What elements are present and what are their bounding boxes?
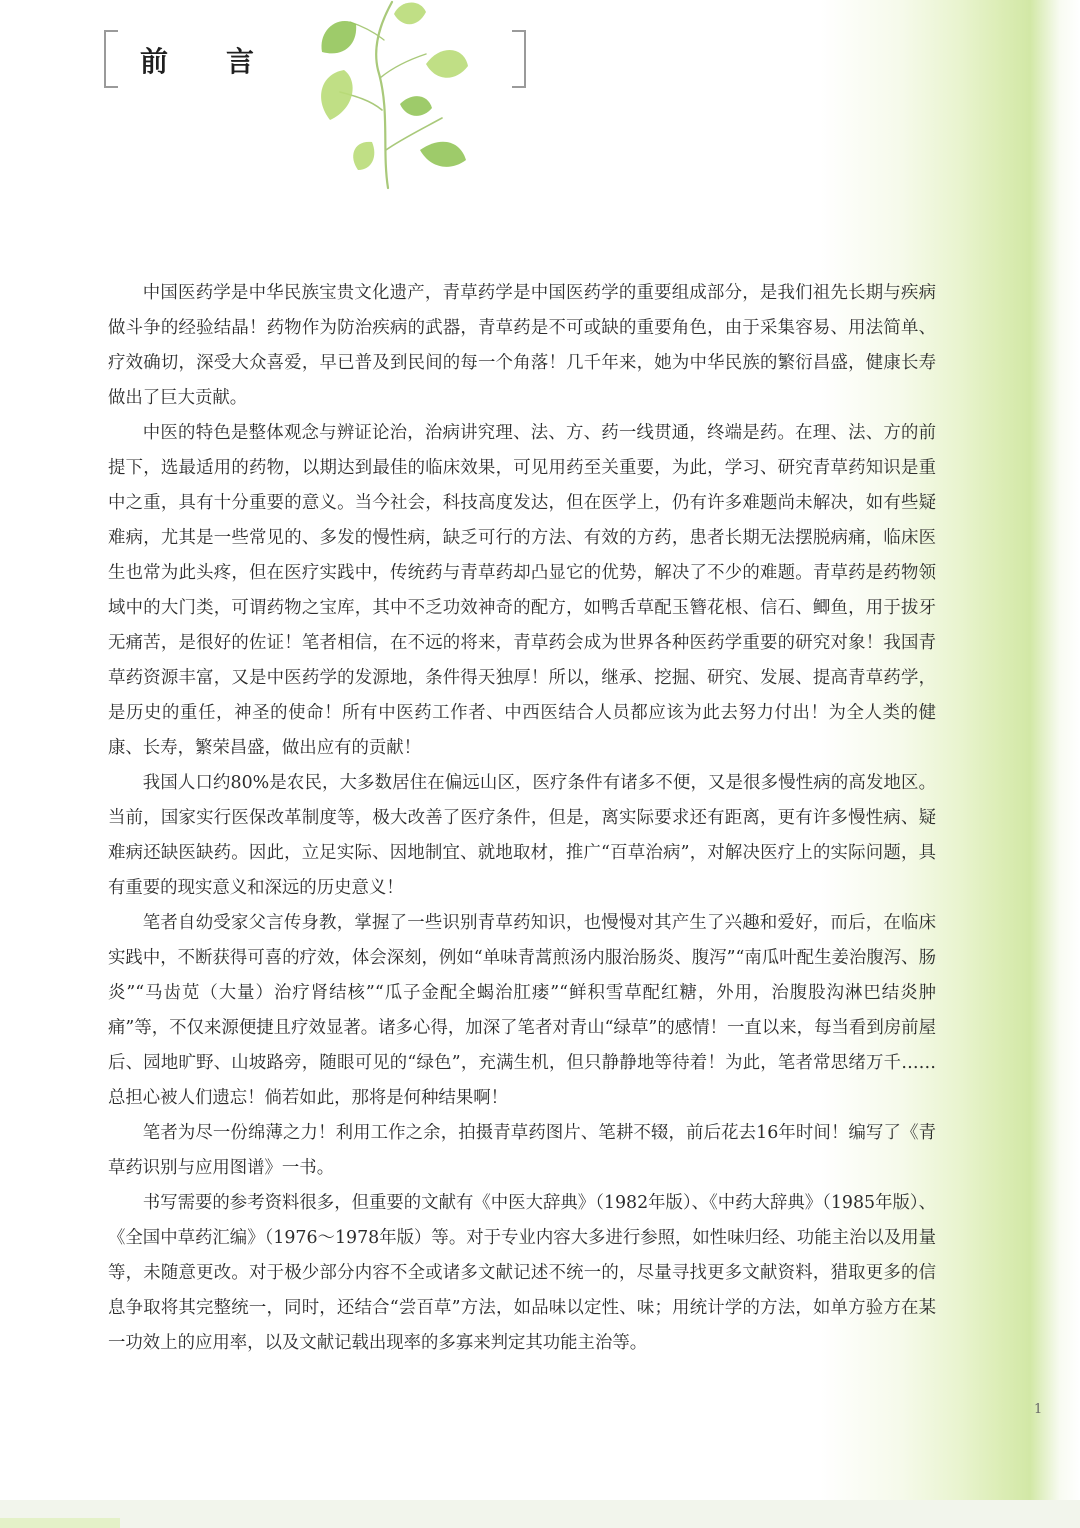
preface-body	[108, 276, 936, 1361]
paragraph-6: 书写需要的参考资料很多，但重要的文献有《中医大辞典》（1982年版）、《中药大辞典》（1985年版）、《全国中草药汇编》（1976～1978年版）等。对于专业内容大多进行参照，如性味归经、功能主治以及用量等，未随意更改。对于极少部分内容不全或诸多文献记述不统一的，尽量寻找更多文献资料，猎取更多的信息争取将其完整统一，同时，还结合“尝百草”方法，如品味以定性、味；用统计学的方法，如单方验方在某一功效上的应用率，以及文献记载出现率的多寡来判定其功能主治等。	[108, 1193, 936, 1353]
paragraph-3: 我国人口约80%是农民，大多数居住在偏远山区，医疗条件有诸多不便，又是很多慢性病的高发地区。当前，国家实行医保改革制度等，极大改善了医疗条件，但是，离实际要求还有距离，更有许多慢性病、疑难病还缺医缺药。因此，立足实际、因地制宜、就地取材，推广“百草治病”，对解决医疗上的实际问题，具有重要的现实意义和深远的历史意义！	[108, 773, 936, 898]
paragraph-2: 中医的特色是整体观念与辨证论治，治病讲究理、法、方、药一线贯通，终端是药。在理、法、方的前提下，选最适用的药物，以期达到最佳的临床效果，可见用药至关重要，为此，学习、研究青草药知识是重中之重，具有十分重要的意义。当今社会，科技高度发达，但在医学上，仍有许多难题尚未解决，如有些疑难病，尤其是一些常见的、多发的慢性病，缺乏可行的方法、有效的方药，患者长期无法摆脱病痛，临床医生也常为此头疼，但在医疗实践中，传统药与青草药却凸显它的优势，解决了不少的难题。青草药是药物领域中的大门类，可谓药物之宝库，其中不乏功效神奇的配方，如鸭舌草配玉簪花根、信石、鲫鱼，用于拔牙无痛苦，是很好的佐证！笔者相信，在不远的将来，青草药会成为世界各种医药学重要的研究对象！我国青草药资源丰富，又是中医药学的发源地，条件得天独厚！所以，继承、挖掘、研究、发展、提高青草药学，是历史的重任，神圣的使命！所有中医药工作者、中西医结合人员都应该为此去努力付出！为全人类的健康、长寿，繁荣昌盛，做出应有的贡献！	[108, 423, 936, 758]
plant-sprout-illustration	[300, 0, 470, 190]
page-bottom-accent	[0, 1518, 120, 1528]
page-number: 1	[1034, 1402, 1043, 1417]
heading-frame	[104, 30, 526, 86]
paragraph-4: 笔者自幼受家父言传身教，掌握了一些识别青草药知识，也慢慢对其产生了兴趣和爱好，而后，在临床实践中，不断获得可喜的疗效，体会深刻，例如“单味青蒿煎汤内服治肠炎、腹泻”“南瓜叶配生姜治腹泻、肠炎”“马齿苋（大量）治疗肾结核”“瓜子金配全蝎治肛瘘”“鲜积雪草配红糖，外用，治腹股沟淋巴结炎肿痛”等，不仅来源便捷且疗效显著。诸多心得，加深了笔者对青山“绿草”的感情！一直以来，每当看到房前屋后、园地旷野、山坡路旁，随眼可见的“绿色”，充满生机，但只静静地等待着！为此，笔者常思绪万千……总担心被人们遗忘！倘若如此，那将是何种结果啊！	[108, 913, 936, 1108]
page-title: 前言	[140, 45, 313, 78]
bracket-right	[512, 30, 526, 88]
page-bottom-strip	[0, 1500, 1080, 1528]
paragraph-1: 中国医药学是中华民族宝贵文化遗产，青草药学是中国医药学的重要组成部分，是我们祖先长期与疾病做斗争的经验结晶！药物作为防治疾病的武器，青草药是不可或缺的重要角色，由于采集容易、用法简单、疗效确切，深受大众喜爱，早已普及到民间的每一个角落！几千年来，她为中华民族的繁衍昌盛，健康长寿做出了巨大贡献。	[108, 283, 936, 408]
bracket-left	[104, 30, 118, 88]
paragraph-5: 笔者为尽一份绵薄之力！利用工作之余，拍摄青草药图片、笔耕不辍，前后花去16年时间！编写了《青草药识别与应用图谱》一书。	[108, 1123, 936, 1178]
